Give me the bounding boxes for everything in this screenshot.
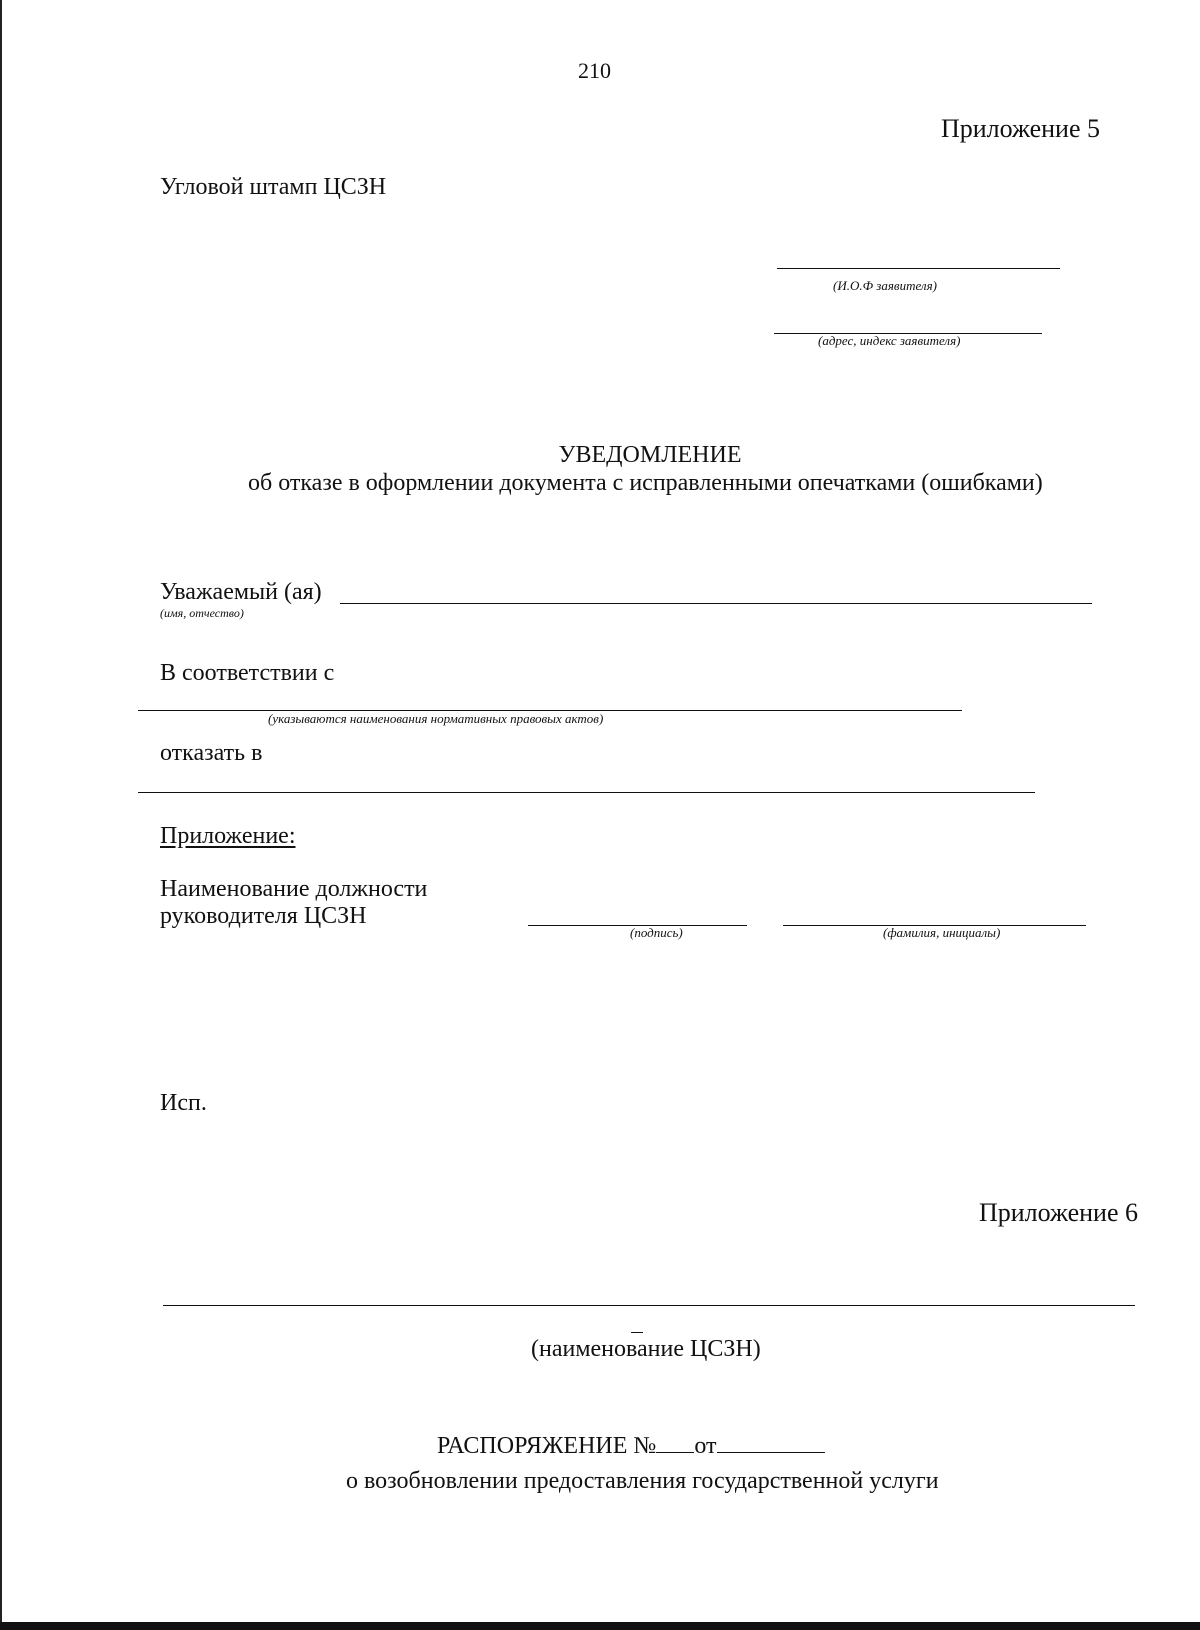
notice-subheading: об отказе в оформлении документа с исправленными опечатками (ошибками) (248, 470, 1043, 496)
org-name-caption: (наименование ЦСЗН) (531, 1336, 761, 1362)
applicant-name-caption: (И.О.Ф заявителя) (833, 278, 937, 293)
refuse-line (138, 792, 1035, 793)
applicant-name-line (777, 268, 1060, 269)
greeting-line (340, 603, 1092, 604)
org-name-tick (631, 1332, 643, 1333)
order-number-label: РАСПОРЯЖЕНИЕ № (437, 1433, 657, 1459)
refuse-label: отказать в (160, 740, 263, 766)
scan-bottom-edge (0, 1622, 1200, 1630)
org-name-line (163, 1305, 1135, 1306)
accordance-label: В соответствии с (160, 660, 335, 686)
order-number-blank (656, 1434, 694, 1453)
notice-heading: УВЕДОМЛЕНИЕ (558, 442, 742, 468)
position-line1: Наименование должности (160, 876, 428, 902)
position-line2: руководителя ЦСЗН (160, 903, 367, 929)
order-from-label: от (694, 1433, 717, 1459)
scan-left-edge (0, 0, 2, 1630)
appendix6-title: Приложение 6 (978, 1198, 1138, 1227)
name-initials-caption: (фамилия, инициалы) (883, 925, 1001, 940)
order-date-blank (717, 1434, 825, 1453)
legal-acts-caption: (указываются наименования нормативных правовых актов) (268, 711, 604, 726)
applicant-address-caption: (адрес, индекс заявителя) (818, 333, 961, 348)
order-subject: о возобновлении предоставления государственной услуги (346, 1468, 939, 1494)
executor-label: Исп. (160, 1090, 207, 1116)
corner-stamp-label: Угловой штамп ЦСЗН (160, 174, 387, 200)
signature-caption: (подпись) (630, 925, 683, 940)
order-line (437, 1433, 825, 1460)
page-number: 210 (578, 58, 611, 83)
greeting-label: Уважаемый (ая) (160, 579, 322, 605)
greeting-caption: (имя, отчество) (160, 606, 244, 620)
appendix5-title: Приложение 5 (940, 114, 1100, 143)
attachment-label: Приложение: (160, 823, 296, 849)
